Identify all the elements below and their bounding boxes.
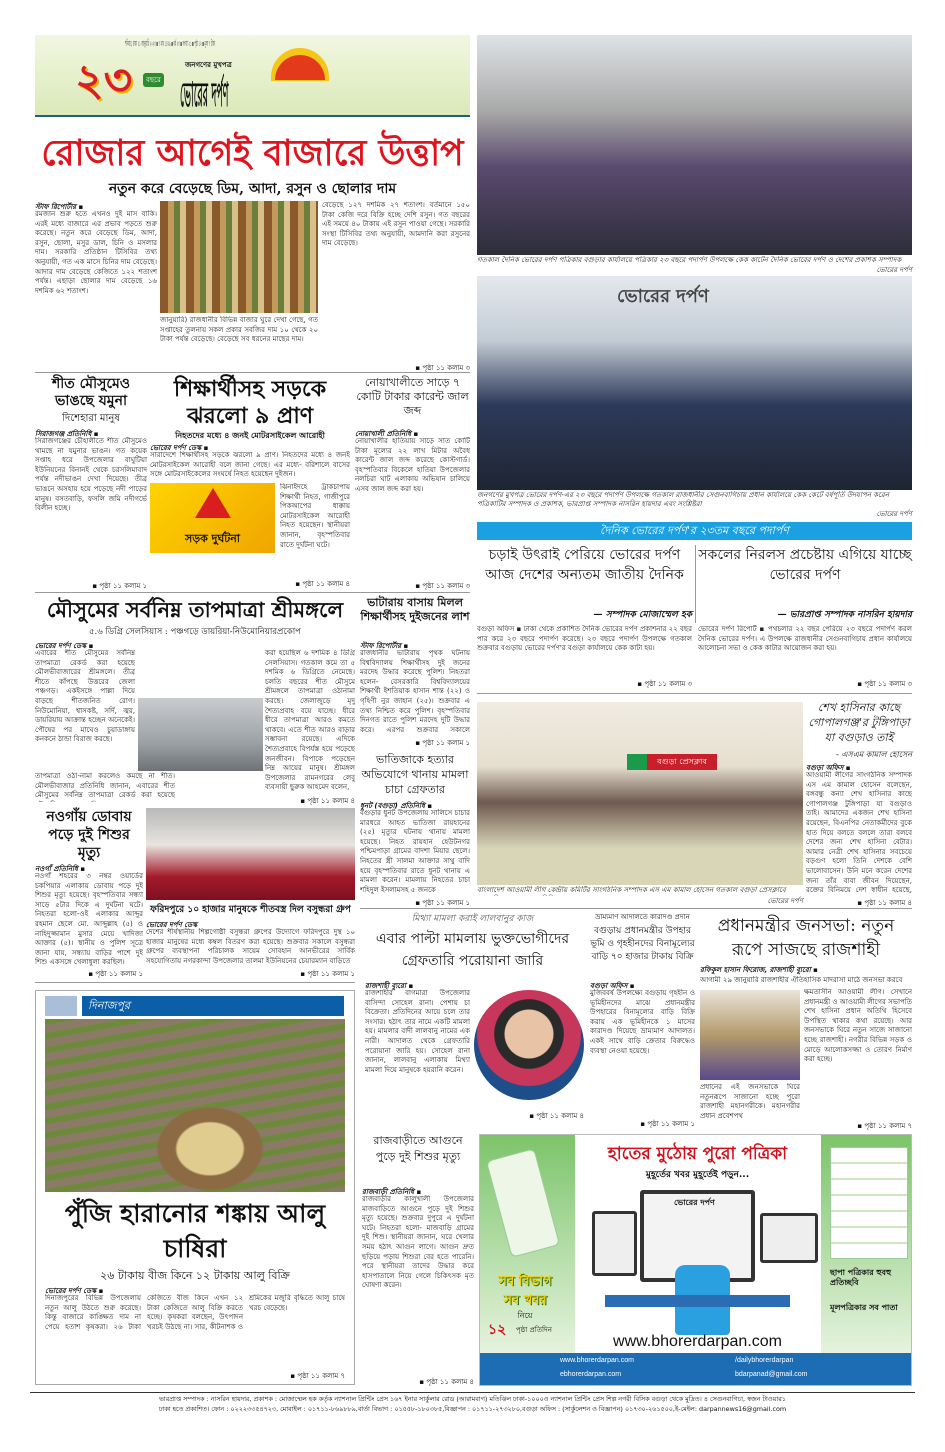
blanket-distribution-photo [146, 808, 355, 900]
bogura-house-byline: বগুড়া অফিস ▪ [590, 982, 635, 990]
facebook-link[interactable]: /dailybhorerdarpan [735, 1357, 794, 1364]
photo-caption-1: গতকাল দৈনিক ভোরের দর্পণ পত্রিকার বগুড়ার কার্যালয়ে পত্রিকার ২৩ বছরে পদার্পণ উপলক্ষে কেক কাটেন দৈনিক ভোরের দর্পণ ও দেশের প্রকাশক সম্পাদক [477, 256, 902, 264]
market-photo [160, 201, 318, 313]
cake-cutting-photo-dhaka [477, 276, 912, 490]
rajshahi-body-2: প্রধানের এই জনসভাকে ঘিরে নতুনরূপে সাজানো হচ্ছে পুরো রাজশাহী মহানগরীকে। মহানগরীর প্রধান প্রবেশপথ [700, 1083, 800, 1120]
ad-footer-bar [480, 1353, 912, 1386]
ad-right-point2: মূলপত্রিকার সব পাতা [830, 1303, 898, 1312]
accident-body: সারাদেশে শিক্ষার্থীসহ সড়কে ঝরলো ৯ প্রাণ। নিহতদের মধ্যে ৪ জনই মোটরসাইকেল আরোহী বলে জানা গেছে। এর মধ্যে- বরিশালে বাসের সঙ্গে মোটরসাইকেলের সংঘর্ষে নিহত হয়েছেন দুইজন। [150, 451, 350, 479]
acting-editor-byline: — ভারপ্রাপ্ত সম্পাদক নাসরিন হায়দার [777, 610, 912, 620]
rajshahi-body: ক্ষমতাসীন আওয়ামী লীগ। সেখানে প্রধানমন্ত্রী ও আওয়ামী লীগের সভাপতি শেখ হাসিনা প্রধান অতিথি হিসেবে উপস্থিত থাকার কথা রয়েছে। আর জনসভাকে ঘিরে নতুন সাজে সাজানো হচ্ছে রাজশাহী। নগরীর বিভিন্ন সড়ক ও মোড়ে আলোকসজ্জা ও তোরণ নির্মাণ করা হচ্ছে। [804, 988, 912, 1064]
acting-editor-continue: ▪ পৃষ্ঠা ১১ কলাম ৩ [857, 680, 912, 688]
cold-byline: ভোরের দর্পণ ডেস্ক ▪ [35, 642, 94, 650]
cold-body-3: করা হয়েছিল ৬ দশমিক ৪ ডিগ্রি সেলসিয়াস। গতকাল কমে তা ৫ দশমিক ৬ ডিগ্রিতে নেমেছে। চলতি বছরের শীত মৌসুমে শ্রীমঙ্গলে তাপমাত্রা ওঠানামা করছে। জেলাজুড়ে মৃদু শৈত্যপ্রবাহ বয়ে যাচ্ছে। ধীরে ধীরে তাপমাত্রা আরও কমতে থাকবে। এতে শীত আরও বাড়ার সম্ভাবনা রয়েছে। এদিকে শৈত্যপ্রবাহে বিপর্যস্ত হয়ে পড়েছে জনজীবন। বিপাকে পড়েছেন নিম্ন আয়ের মানুষ। শ্রীমঙ্গল উপজেলার রামনগরের লেবু ব্যবসায়ী ছুরুক আহমেদ বলেন, [265, 649, 355, 792]
section-tab-decoration [45, 996, 77, 1016]
bhatara-continue: ▪ পৃষ্ঠা ১১ কলাম ১ [415, 739, 470, 747]
lalbanu-headline: এবার পাল্টা মামলায় ভুক্তভোগীদের গ্রেফতারি পরোয়ানা জারি [375, 931, 570, 969]
laptop-screen-title: ভোরের দর্পণ [674, 1198, 715, 1207]
rajbari-body: রাজবাড়ীর কালুখালী উপজেলার মাজবাড়িতে আগুনে পুড়ে দুই শিশুর মৃত্যু হয়েছে। শুক্রবার দুপুরে এ দুর্ঘটনা ঘটে। নিহতরা হলো- মাজবাড়ি গ্রামের দুই শিশু। স্থানীয়রা জানান, ঘরে খেলার সময় হঠাৎ আগুন লাগে। আগুন দ্রুত ছড়িয়ে পড়ায় শিশুরা বের হতে পারেনি। পরে স্থানীয়রা তাদের উদ্ধার করে হাসপাতালে নিয়ে গেলে চিকিৎসক মৃত ঘোষণা করেন। [362, 1195, 474, 1290]
ad-subhead: মুহূর্তের খবর মুহূর্তেই পড়ুন... [645, 1170, 750, 1180]
photo-caption-2: জনগণের মুখপত্র ভোরের দর্পণ-এর ২৩ বছরে পদার্পণ উপলক্ষে গতকাল রাজধানীর সেগুনবাগিচায় প্রধান কার্যালয়ে কেক কেটে বর্ষপূর্তি উদযাপন করেন পত্রিকাটির সম্পাদক ও প্রকাশক, ভারপ্রাপ্ত সম্পাদক নাসরিন হায়দার এবং সংশ্লিষ্টরা [477, 491, 889, 508]
faridpur-headline: ফরিদপুরে ১০ হাজার মানুষকে শীতবস্ত্র দিল বসুন্ধরা গ্রুপ [150, 904, 351, 915]
lead-body-3: বেড়েছে ১২৭ দশমিক ২৭ শতাংশ। বর্তমানে ১৫০ টাকা কেজি দরে বিক্রি হচ্ছে দেশি রসুন। গত বছরের এই সময়ে ৪০ টাকায় এই রসুন পাওয়া গেছে। সরকারি সংস্থা টিসিবির তথ্য অনুযায়ী, আমদানি করা রসুনের দাম বেড়েছে। [322, 201, 470, 248]
cold-headline: মৌসুমের সর্বনিম্ন তাপমাত্রা শ্রীমঙ্গলে [46, 597, 344, 622]
potato-byline: ভোরের দর্পণ ডেস্ক ▪ [45, 1287, 104, 1295]
lead-headline: রোজার আগেই বাজারে উত্তাপ [41, 132, 464, 174]
accident-graphic [150, 483, 275, 553]
newspaper-title: ভোরের দর্পণ [180, 75, 229, 115]
accident-subhead: নিহতদের মধ্যে ৪ জনই মোটরসাইকেল আরোহী [175, 430, 325, 440]
editor-body: বগুড়া অফিস ▪ ঢাকা থেকে প্রকাশিত দৈনিক ভোরের দর্পণ প্রকাশনার ২২ বছর পার করে ২৩ বছরে পদার্পণ করেছে। ২৩ বছরে পদার্পণ উপলক্ষে গতকাল শুক্রবার বগুড়ায় ভোরের দর্পণ'র বগুড়া কার্যালয়ে কেক কাটা হয়। [477, 625, 692, 653]
website-link[interactable]: www.bhorerdarpan.com [560, 1357, 634, 1364]
accident-graphic-label: সড়ক দুর্ঘটনা [185, 532, 240, 545]
noakhali-continue: ▪ পৃষ্ঠা ১১ কলাম ৩ [415, 582, 470, 590]
rajshahi-continue: ▪ পৃষ্ঠা ১১ কলাম ৭ [857, 1122, 912, 1130]
anniversary-banner: দৈনিক ভোরের দর্পণ'র ২৩তম বছরে পদার্পণ [477, 522, 912, 540]
ad-left-line3: নিয়ে [517, 1311, 533, 1320]
press-club-photo [477, 702, 803, 885]
jamuna-body: সিরাজগঞ্জের চৌহালীতে শীত মৌসুমেও থামছে না যমুনার ভাঙন। গত কয়েক সপ্তাহ ধরে উপজেলার বাঘুটিয়া ইউনিয়নের বিনানই থেকে চরসলিমাবাদ পর্যন্ত নদীভাঙন দেখা দিয়েছে। তীব্র ভাঙনে অসহায় হয়ে পড়েছে নদী পাড়ের মানুষ। বসতবাড়ি, ফসলি জমি নদীগর্ভে বিলীন হচ্ছে। [35, 437, 147, 513]
cold-body-2: তাপমাত্রা ওঠা-নামা করলেও কমছে না শীত। মৌলভীবাজার প্রতিনিধি জানান, এবারের শীত মৌসুমের সর্বনিম্ন তাপমাত্রা রেকর্ড করা হয়েছে [35, 772, 175, 800]
hasina-headline: শেখ হাসিনার কাছে গোপালগঞ্জ'র টুঙ্গিপাড়া যা বগুড়াও তাই [808, 701, 910, 744]
lalbanu-kicker: মিথ্যা মামলা করাই লালবানুর কাজ [411, 914, 534, 924]
editor-byline: — সম্পাদক মোজাম্মেল হক [593, 610, 692, 620]
cold-body: এবারের শীত মৌসুমের সর্বনিম্ন তাপমাত্রা রেকর্ড করা হয়েছে মৌলভীবাজারের শ্রীমঙ্গলে। তীব্র শীতে কাঁপছে উত্তরের জেলা পঞ্চগড়। একইসঙ্গে পাল্লা দিয়ে বাড়ছে শীতজনিত রোগ। নিউমোনিয়া, শ্বাসকষ্ট, সর্দি, জ্বর, ডায়রিয়ায় আক্রান্ত হচ্ছেন অনেকেই। পৌষের পর মাঘেও চুয়াডাঙ্গায় কনকনে ঠান্ডা বিরাজ করছে। [35, 649, 135, 744]
press-club-credit: ভোরের দর্পণ [767, 897, 803, 905]
accident-body-2: ঝিনাইদহে ট্রাকচাপায় শিক্ষার্থী নিহত, গাজীপুরে পিকআপের ধাক্কায় মোটরসাইকেল আরোহী নিহত হয়েছেন। স্থানীয়রা জানান, বৃহস্পতিবার রাতে দুর্ঘটনা ঘটে। [280, 483, 350, 549]
jamuna-continue: ▪ পৃষ্ঠা ১১ কলাম ১ [92, 582, 147, 590]
nephew-continue: ▪ পৃষ্ঠা ১১ কলাম ১ [415, 899, 470, 907]
cold-continue: ▪ পৃষ্ঠা ১১ কলাম ৪ [300, 797, 355, 805]
hasina-body: আওয়ামী লীগের সাংগঠনিক সম্পাদক এস এম কামাল হোসেন বলেছেন, বঙ্গবন্ধু কন্যা শেখ হাসিনার কাছে গোপালগঞ্জ টুঙ্গিপাড়া যা বগুড়াও তাই। আমাদের একজন শেখ হাসিনা রয়েছেন, বিএনপির নেতাকর্মীদের বুকে হাত দিয়ে বলতে বললে তারা বলবে দেশের জন্য শেখ হাসিনা বেটার। আমার নেত্রী শেখ হাসিনার সবচেয়ে বড়গুণ হলো তিনি দেশকে বেশি ভালোবাসেন। উনি মনে করেন দেশের জন্য তাঁর বাবা জীবন দিয়েছেন, রক্তের বিনিময়ে দেশ স্বাধীন হয়েছে, [806, 771, 912, 895]
bogura-house-kicker: ভ্রাম্যমাণ আদালতে কারাদণ্ড প্রদান [595, 913, 690, 921]
nephew-byline: ধুনট (বগুড়া) প্রতিনিধি ▪ [360, 802, 433, 810]
lead-body-2: জানুয়ারি) রাজধানীর বিভিন্ন বাজার ঘুরে দেখা গেছে, গত সপ্তাহের তুলনায় সকল প্রকার সবজির দাম ১০ থেকে ২০ টাকা পর্যন্ত বেড়েছে। বেড়েছে সব ধরনের মাছের দাম। [160, 316, 318, 344]
faridpur-body: দেশের শীর্ষস্থানীয় শিল্পগোষ্ঠী বসুন্ধরা গ্রুপের উদ্যোগে ফরিদপুরে দুস্থ ১০ হাজার মানুষের মধ্যে কম্বল বিতরণ করা হয়েছে। শুক্রবার সকালে বসুন্ধরা গ্রুপের ব্যবস্থাপনা পরিচালক সায়েম সোবহান আনভীরের সার্বিক সহযোগিতায় নগরকান্দা উপজেলার তালমা ইউনিয়নের চেয়ারম্যান বাড়িতে [146, 928, 355, 965]
editor-continue: ▪ পৃষ্ঠা ১১ কলাম ৩ [637, 680, 692, 688]
naogaon-body: নওগাঁ শহরের ৩ নম্বর ওয়ার্ডের চকপিয়ার এলাকায় ডোবায় পড়ে দুই শিশুর মৃত্যু হয়েছে। বৃহস্পতিবার সন্ধ্যা সাড়ে ৫টার দিকে এ দুর্ঘটনা ঘটে। নিহতরা হলো-ওই এলাকার আব্দুর রহমান ছেলে মো. আব্দুল্লাহ (৫) ও নাহিদুজ্জামান মুসার মেয়ে খাদিজা আক্তার (৫)। স্থানীয় ও পুলিশ সূত্রে জানা যায়, সন্ধ্যায় বাড়ির পাশে দুই শিশু একসঙ্গে খেলাধুলা করছিল। [35, 872, 143, 966]
bogura-house-headline: বগুড়ায় প্রধানমন্ত্রীর উপহার ভূমি ও গৃহহীনদের বিনামূল্যের বাড়ি ৭০ হাজার টাকায় বিক্রি [590, 926, 695, 962]
noakhali-byline: নোয়াখালী প্রতিনিধি ▪ [355, 430, 419, 438]
rajshahi-lede: আগামী ২৯ জানুয়ারি রাজশাহীর ঐতিহাসিক মাদরাসা মাঠে জনসভা করবে [700, 976, 903, 984]
rajshahi-photo [700, 990, 800, 1080]
lalbanu-continue: ▪ পৃষ্ঠা ১১ কলাম ৪ [529, 1112, 584, 1120]
nephew-body: বগুড়ার ধুনট উপজেলায় সালিসে চাচার মারধরে আহত ভাতিজা রায়হানের (২৫) মৃত্যুর ঘটনায় থানায় মামলা হয়েছে। নিহত রায়হান হেউটনগর পশ্চিমপাড়া গ্রামের বাদশা মিয়ার ছেলে। নিহতের স্ত্রী সালমা আক্তার সাথু বাদি হয়ে বৃহস্পতিবার রাতে ধুনট থানায় এ মামলা করেন। মামলায় নিহতের চাচা শহিদুল ইসলামসহ ৫ জনকে [360, 809, 470, 894]
rajshahi-headline: প্রধানমন্ত্রীর জনসভা: নতুন রূপে সাজছে রাজশাহী [717, 916, 895, 960]
faridpur-continue: ▪ পৃষ্ঠা ১১ কলাম ১ [300, 970, 355, 978]
press-club-caption: বাংলাদেশ আওয়ামী লীগ কেন্দ্রীয় কমিটির সাংগঠনিক সম্পাদক এস এম কামাল হোসেন গতকাল বগুড়া প্রেসক্লাবে [477, 886, 786, 894]
epaper-advertisement[interactable] [479, 1134, 912, 1386]
acting-editor-body: ভোরের দর্পণ রিপোর্ট ▪ পথচলার ২২ বছর পেরিয়ে ২৩ বছরে পদার্পণ করল দৈনিক ভোরের দর্পণ। এ উপলক্ষে রাজধানীর সেগুনবাগিচায় প্রধান কার্যালয়ে আলোচনা সভা ও কেক কাটার আয়োজন করা হয়। [698, 625, 912, 653]
noakhali-body: নোয়াখালীর হাতিয়ায় সাড়ে সাত কোটি টাকা মূল্যের ২২ লাখ মিটার অবৈধ কারেন্ট জাল জব্দ করেছে কোস্টগার্ড। বৃহস্পতিবার বিকেলে হাতিয়া উপজেলার নলচিরা ঘাট এলাকায় অভিযান চালিয়ে এসব জাল জব্দ করা হয়। [355, 437, 470, 493]
photo-credit-2: ভোরের দর্পণ [876, 510, 912, 518]
lalbanu-byline: রাজশাহী ব্যুরো ▪ [365, 982, 414, 990]
acting-editor-headline: সকলের নিরলস প্রচেষ্টায় এগিয়ে যাচ্ছে ভোরের দর্পণ [698, 547, 912, 583]
naogaon-headline: নওগাঁয় ডোবায় পড়ে দুই শিশুর মৃত্যু [46, 809, 132, 861]
bogura-house-body: মুজিববর্ষ উপলক্ষ্যে বগুড়ায় গৃহহীন ও ভূমিহীনদের মাঝে প্রধানমন্ত্রীর উপহারের বিনামূল্যের বাড়ি বিক্রি করায় এক ভূমিহীনকে ১ মাসের কারাদণ্ড দিয়েছে ভ্রাম্যমাণ আদালত। একই সাথে বাড়ি ক্রেতার বিরুদ্ধেও ব্যবস্থা নেওয়া হয়েছে। [590, 989, 695, 1055]
warning-icon [195, 488, 231, 518]
lead-continue: ▪ পৃষ্ঠা ১১ কলাম ৩ [415, 364, 470, 372]
potato-field-photo [45, 1019, 345, 1192]
section-label: দিনাজপুর [82, 996, 344, 1016]
jamuna-byline: সিরাজগঞ্জ প্রতিনিধি ▪ [35, 430, 99, 438]
lead-body: রমজান শুরু হতে এখনও দুই মাস বাকি। এরই মধ্যে বাজারে এর প্রভাব পড়তে শুরু করেছে। নতুন করে বেড়েছে ডিম, আদা, রসুন, ছোলা, মসুর ডাল, চিনি ও মসলার দাম। সরকারি প্রতিষ্ঠান টিসিবির তথ্য অনুযায়ী, গত এক মাসে চিনির দাম বেড়েছে। আদার দাম বেড়েছে কেজিতে ১২২ শতাংশ পর্যন্ত। এছাড়া ছোলার দাম বেড়েছে ১৬ দশমিক ৬২ শতাংশ। [35, 210, 157, 295]
masthead [35, 35, 470, 117]
nephew-headline: ভাতিজাকে হত্যার অভিযোগে থানায় মামলা চাচা গ্রেফতার [361, 753, 469, 796]
potato-subhead: ২৬ টাকায় বীজ কিনে ১২ টাকায় আলু বিক্রি [100, 1269, 290, 1282]
anniversary-tag: বছরে [143, 73, 164, 87]
photo-credit-1: ভোরের দর্পণ [876, 266, 912, 274]
ad-left-line5: পৃষ্ঠা প্রতিদিন [516, 1326, 552, 1334]
jamuna-subhead: দিশেহারা মানুষ [62, 413, 120, 424]
potato-continue: ▪ পৃষ্ঠা ১১ কলাম ৭ [290, 1372, 345, 1380]
rajbari-continue: ▪ পৃষ্ঠা ১১ কলাম ৪ [419, 1378, 474, 1386]
fog-photo [138, 698, 263, 771]
potato-headline: পুঁজি হারানোর শঙ্কায় আলু চাষিরা [64, 1199, 326, 1263]
accident-continue: ▪ পৃষ্ঠা ১১ কলাম ৪ [295, 580, 350, 588]
email-link[interactable]: bdarpanad@gmail.com [735, 1371, 808, 1378]
epaper-link[interactable]: ebhorerdarpan.com [560, 1371, 622, 1378]
lalbanu-body: রাজশাহীর বাগমারা উপজেলার বাসিন্দা সোহেল রানা। পেশায় চা বিক্রেতা। প্রতিদিনের আয়ে চলে তার সংসার। হঠাৎ তার নামে একটি মামলা হয়। মামলার বাদী লালবানু নামের এক নারী। আদালত থেকে গ্রেফতারি পরোয়ানা জারি হয়। সোহেল রানা জানান, লালবানু এলাকায় মিথ্যা মামলা দিয়ে মানুষকে হয়রানি করেন। [365, 989, 470, 1074]
editor-headline: চড়াই উৎরাই পেরিয়ে ভোরের দর্পণ আজ দেশের অন্যতম জাতীয় দৈনিক [485, 547, 684, 583]
desk-illustration [605, 1295, 790, 1307]
rajbari-headline: রাজবাড়ীতে আগুনে পুড়ে দুই শিশুর মৃত্যু [373, 1134, 463, 1163]
ad-left-line1: সব বিভাগ [498, 1274, 552, 1289]
hasina-continue: ▪ পৃষ্ঠা ১১ কলাম ৪ [857, 899, 912, 907]
jamuna-headline: শীত মৌসুমেও ভাঙছে যমুনা [51, 376, 131, 409]
cold-subhead: ৫.৬ ডিগ্রি সেলসিয়াস : পঞ্চগড়ে ডায়রিয়া-নিউমোনিয়ারপ্রকোপ [89, 627, 301, 637]
bhatara-body: রাজধানীর ভাটারায় পৃথক ঘটনায় বিশ্ববিদ্যালয় শিক্ষার্থীসহ দুই জনের মরদেহ উদ্ধার করেছে পুলিশ। নিহতরা হলেন- বেসরকারি বিশ্ববিদ্যালয়ের শিক্ষার্থী ইশতিয়াক হাসান শান্ত (২২) ও গৃহিণী নুর জাহান (২৫)। শুক্রবার এ তথ্য নিশ্চিত করে পুলিশ। বৃহস্পতিবার দিনগত রাতে পুলিশ মরদেহ দুটি উদ্ধার করে। এরপর শুক্রবার সকালে [360, 649, 470, 734]
ad-right-point1: ছাপা পত্রিকার হুবহু প্রতিচ্ছবি [830, 1268, 892, 1287]
anniversary-logo: ২৩ [75, 55, 133, 106]
noakhali-headline: নোয়াখালীতে সাড়ে ৭ কোটি টাকার কারেন্ট জাল জব্দ [356, 376, 469, 417]
naogaon-continue: ▪ পৃষ্ঠা ১১ কলাম ১ [88, 970, 143, 978]
tablet-illustration [592, 1211, 637, 1276]
lead-byline: স্টাফ রিপোর্টার ▪ [35, 203, 84, 211]
ad-left-pages: ১২ [488, 1322, 507, 1338]
accident-headline: শিক্ষার্থীসহ সড়কে ঝরলো ৯ প্রাণ [173, 376, 327, 429]
newspaper-stack-icon [830, 1147, 908, 1259]
bhatara-headline: ভাটারায় বাসায় মিলল শিক্ষার্থীসহ দুইজনের লাশ [360, 596, 470, 623]
phone-illustration [760, 1213, 818, 1263]
bhatara-byline: স্টাফ রিপোর্টার ▪ [360, 642, 409, 650]
hasina-quote-by: - এসএম কামাল হোসেন [835, 750, 912, 759]
ad-url[interactable]: www.bhorerdarpan.com [613, 1333, 782, 1350]
bogura-house-continue: ▪ পৃষ্ঠা ১১ কলাম ১ [640, 1120, 695, 1128]
faridpur-byline: ভোরের দর্পণ ডেস্ক [146, 921, 198, 929]
dateline: শনিবার, ঢাকা ২১ জানুয়ারি ২০২৩ ▪ ৭ মাঘ ১৪২৯ ▪ বর্ষ ২৩ ▪ সংখ্যা ২১ ▪ পৃষ্ঠা ১২ ▪ মূল্য ৭ টাকা [125, 39, 216, 48]
press-club-sign: বগুড়া প্রেসক্লাব [627, 754, 717, 770]
tagline: জনগণের মুখপত্র [185, 61, 232, 69]
imprint-line-1: ভারপ্রাপ্ত সম্পাদক : নাসরিন হায়দার, প্রকাশক : মোজাম্মেল হক কর্তৃক ন্যাশনাল প্রিন্টিং প্রেস ১৬৭ ইনার সার্কুলার রোড (আরামবাগ) মতিঝিল ঢাকা-১০০০ও ন্যাশনাল প্রিন্টিং প্রেস শিল্প নগরী বিসিক বগুড়া থেকে মুদ্রিত। ৪ সেগুনবাগিচা, স্বজন টাওয়ার১ [159, 1395, 786, 1403]
hasina-byline: বগুড়া অফিস ▪ [806, 764, 851, 772]
naogaon-byline: নওগাঁ প্রতিনিধি ▪ [35, 865, 86, 873]
potato-body: দিনাজপুরের বিভিন্ন উপজেলায় নতুন আলু উঠতে শুরু করেছে। কিন্তু বাজারে কাঙ্ক্ষিত দাম না পেয়ে হতাশ কৃষকরা। ২৬ টাকা কেজিতে বীজ কিনে এখন ১২ টাকা কেজিতে আলু বিক্রি করতে হচ্ছে। কৃষকরা বলছেন, উৎপাদন খরচই উঠছে না। সার, কীটনাশক ও শ্রমিকের মজুরি বৃদ্ধিতে আলু চাষে খরচ বেড়েছে। [45, 1294, 345, 1331]
banner-in-photo: ভোরের দর্পণ [617, 286, 709, 307]
ad-headline: হাতের মুঠোয় পুরো পত্রিকা [607, 1144, 788, 1164]
rajshahi-byline: রফিকুল হাসান ফিরোজ, রাজশাহী ব্যুরো ▪ [700, 966, 818, 974]
imprint-line-2: ঢাকা হতে প্রকাশিত। ফোন : ০২২২৩৩৫৪৭২৩, মোবাইল : ০১৭১১-৮৬৯৮৮৯,বার্তা বিভাগ : ০১৫৫৮-১৮০৩৮৫,বিজ্ঞাপন : ০১৭১১-২৭৩২৮০,বগুড়া অফিস : (সার্কুলেশন ও বিজ্ঞাপন) ০১৭৩০-২৬১৫০০,ই-মেইল: darpannews16@gmail.com [158, 1405, 787, 1413]
cake-cutting-photo-bogura [477, 35, 912, 255]
lead-subhead: নতুন করে বেড়েছে ডিম, আদা, রসুন ও ছোলার দাম [108, 181, 397, 197]
accident-byline: ভোরের দর্পণ ডেস্ক ▪ [150, 444, 209, 452]
rajbari-byline: রাজবাড়ী প্রতিনিধি ▪ [362, 1188, 422, 1196]
ad-left-line2: সব খবর [503, 1293, 547, 1308]
lalbanu-portrait [474, 990, 584, 1100]
